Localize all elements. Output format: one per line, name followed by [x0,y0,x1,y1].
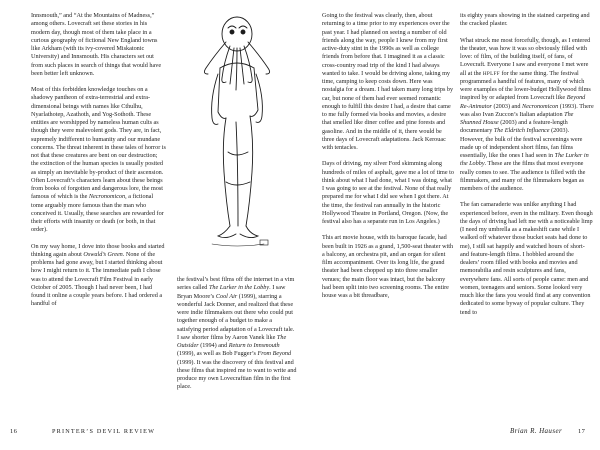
right-page-column-1 [322,12,454,300]
cthulhu-figure-icon [192,12,282,260]
paragraph: Going to the festival was clearly, then, about returning to a time prior to my experiences over the past year. I had planned on seeing a number of old friends along the way, people I knew from my first active-duty stint in the 1990s as well as college friends from before that. I imagined it as a classic cross-country road trip of the kind I had always wanted to take. I would be driving alone, taking my time, camping to keep costs down. Here was nostalgia for a dream. I had taken many long trips by car, but none of them had ever seemed romantic enough to fulfill this desire I had, a desire that came to me fully formed via books and movies, a desire that smelled like diner coffee and pine forests and gasoline. And in the middle of it, there would be three days of Lovecraft adaptations. Jack Kerouac with tentacles. [322,12,454,151]
paragraph: This art movie house, with its baroque facade, had been built in 1926 as a grand, 1,500-seat theater with a balcony, an orchestra pit, and an organ for silent film accompaniment. Over its long life, the grand theater had been chopped up into three smaller venues; the main floor was intact, but the balcony had been split into two screening rooms. The entire house was a bit threadbare, [322,234,454,299]
author-name: Brian R. Hauser [510,427,563,435]
paragraph: The fan camaraderie was unlike anything I had experienced before, even in the military. Even though the days of driving had left me with a noticeable limp (I need my umbrella as a makeshift cane while I walked off whatever those bucket seats had done to me), I still sat happily and watched hours of short- and feature-length films. I hobbled around the dealers’ room filled with books and movies and memorabilia and resin sculptures and fans, everywhere fans. All sorts of people came: men and women, teenagers and seniors. Some looked very much like the fans you would find at any convention dedicated to some byway of popular culture. They tend to [460,201,593,316]
paragraph: Most of this forbidden knowledge touches on a shadowy pantheon of extra-terrestrial and extra-dimensional beings with names like Cthulhu, Nyarlathotep, Azathoth, and Yog-Sothoth. These entities are worshipped by nameless human cults as though they were malevolent gods. They are, in fact, supremely indifferent to humanity and our mundane concerns. The threat inherent in these tales of horror is not that these creatures are bent on our destruction; the extinction of the human species is usually posited as simply an inevitable by-product of their ascension. Often Lovecraft’s characters learn about these beings from books of forgotten and dangerous lore, the most famous of which is the Necronomicon, a fictional tome arguably more famous than the man who conceived it. Usually, these searches are rewarded for their efforts with insanity or death (or both, in that order). [31,86,166,234]
paragraph: its eighty years showing in the stained carpeting and the cracked plaster. [460,12,590,28]
right-page-number: 17 [578,428,586,435]
left-page-number: 16 [10,428,18,435]
paragraph: On my way home, I dove into those books and started thinking again about Oswald’s Green. None of the problems had gone away, but I started thinking about how I might return to it. The immediate path I chose was to attend the Lovecraft Film Festival in early October of 2005. Though I had never been, I had found it online a couple years before. I had ordered a handful of [31,242,165,308]
paragraph: the festival’s best films off the internet in a vim series called The Lurker in the Lobby. I saw Bryan Moore’s Cool Air (1999), starring a wonderful Jack Donner, and realized that these were indie filmmakers out there who could put together enough of a budget to make a satisfying period adaptation of a Lovecraft tale. I saw shorter films by Aaron Vanek like The Outsider (1994) and Return to Innsmouth (1999), as well as Bob Fugger’s From Beyond (1999). It was the discovery of this festival and these films that inspired me to want to write and produce my own Lovecraftian film in the first place. [177,276,297,391]
cthulhu-figure-illustration [192,12,282,260]
paragraph: What struck me most forcefully, though, as I entered the theater, was how it was so obviously filled with love: of film, of the building itself, of fans, of Lovecraft. Everyone I saw and everyone I met were all at the HPLFF for the same thing. The festival programmed a handful of features, many of which were examples of the lower-budget Hollywood films inspired by or adapted from Lovecraft like Beyond Re-Animator (2003) and Necronomicon (1993). There was also Ivan Zuccon’s Italian adaptation The Shunned House (2003) and a feature-length documentary The Eldritch Influence (2003). However, the bulk of the festival screenings were made up of independent short films, fan films essentially, like the ones I had seen in The Lurker in the Lobby. These are the films that most everyone really comes to see. The audience is filled with the filmmakers, and many of the filmmakers began as members of the audience. [460,36,594,192]
paragraph: Innsmouth,” and “At the Mountains of Madness,” among others. Lovecraft set these stories in his modern day, though most of them take place in a curious geography of fictional New England towns like Arkham (with its ivy-covered Miskatonic University) and Innsmouth. His characters set out from such places in search of things that would have been better left unknown. [31,12,162,77]
right-page-column-2 [460,12,594,317]
paragraph: Days of driving, my silver Ford skimming along hundreds of miles of asphalt, gave me a lot of time to think about what I had done, what I was doing, what I was going to see at the festival. None of that really prepared me for what I did see when I got there. At the time, the festival ran annually in the historic Hollywood Theatre in Portland, Oregon. (Now, the festival also has a separate run in Los Angeles.) [322,160,454,225]
left-page-column-1 [31,12,166,309]
left-page-column-2 [177,276,297,392]
running-head: PRINTER’S DEVIL REVIEW [52,428,156,435]
